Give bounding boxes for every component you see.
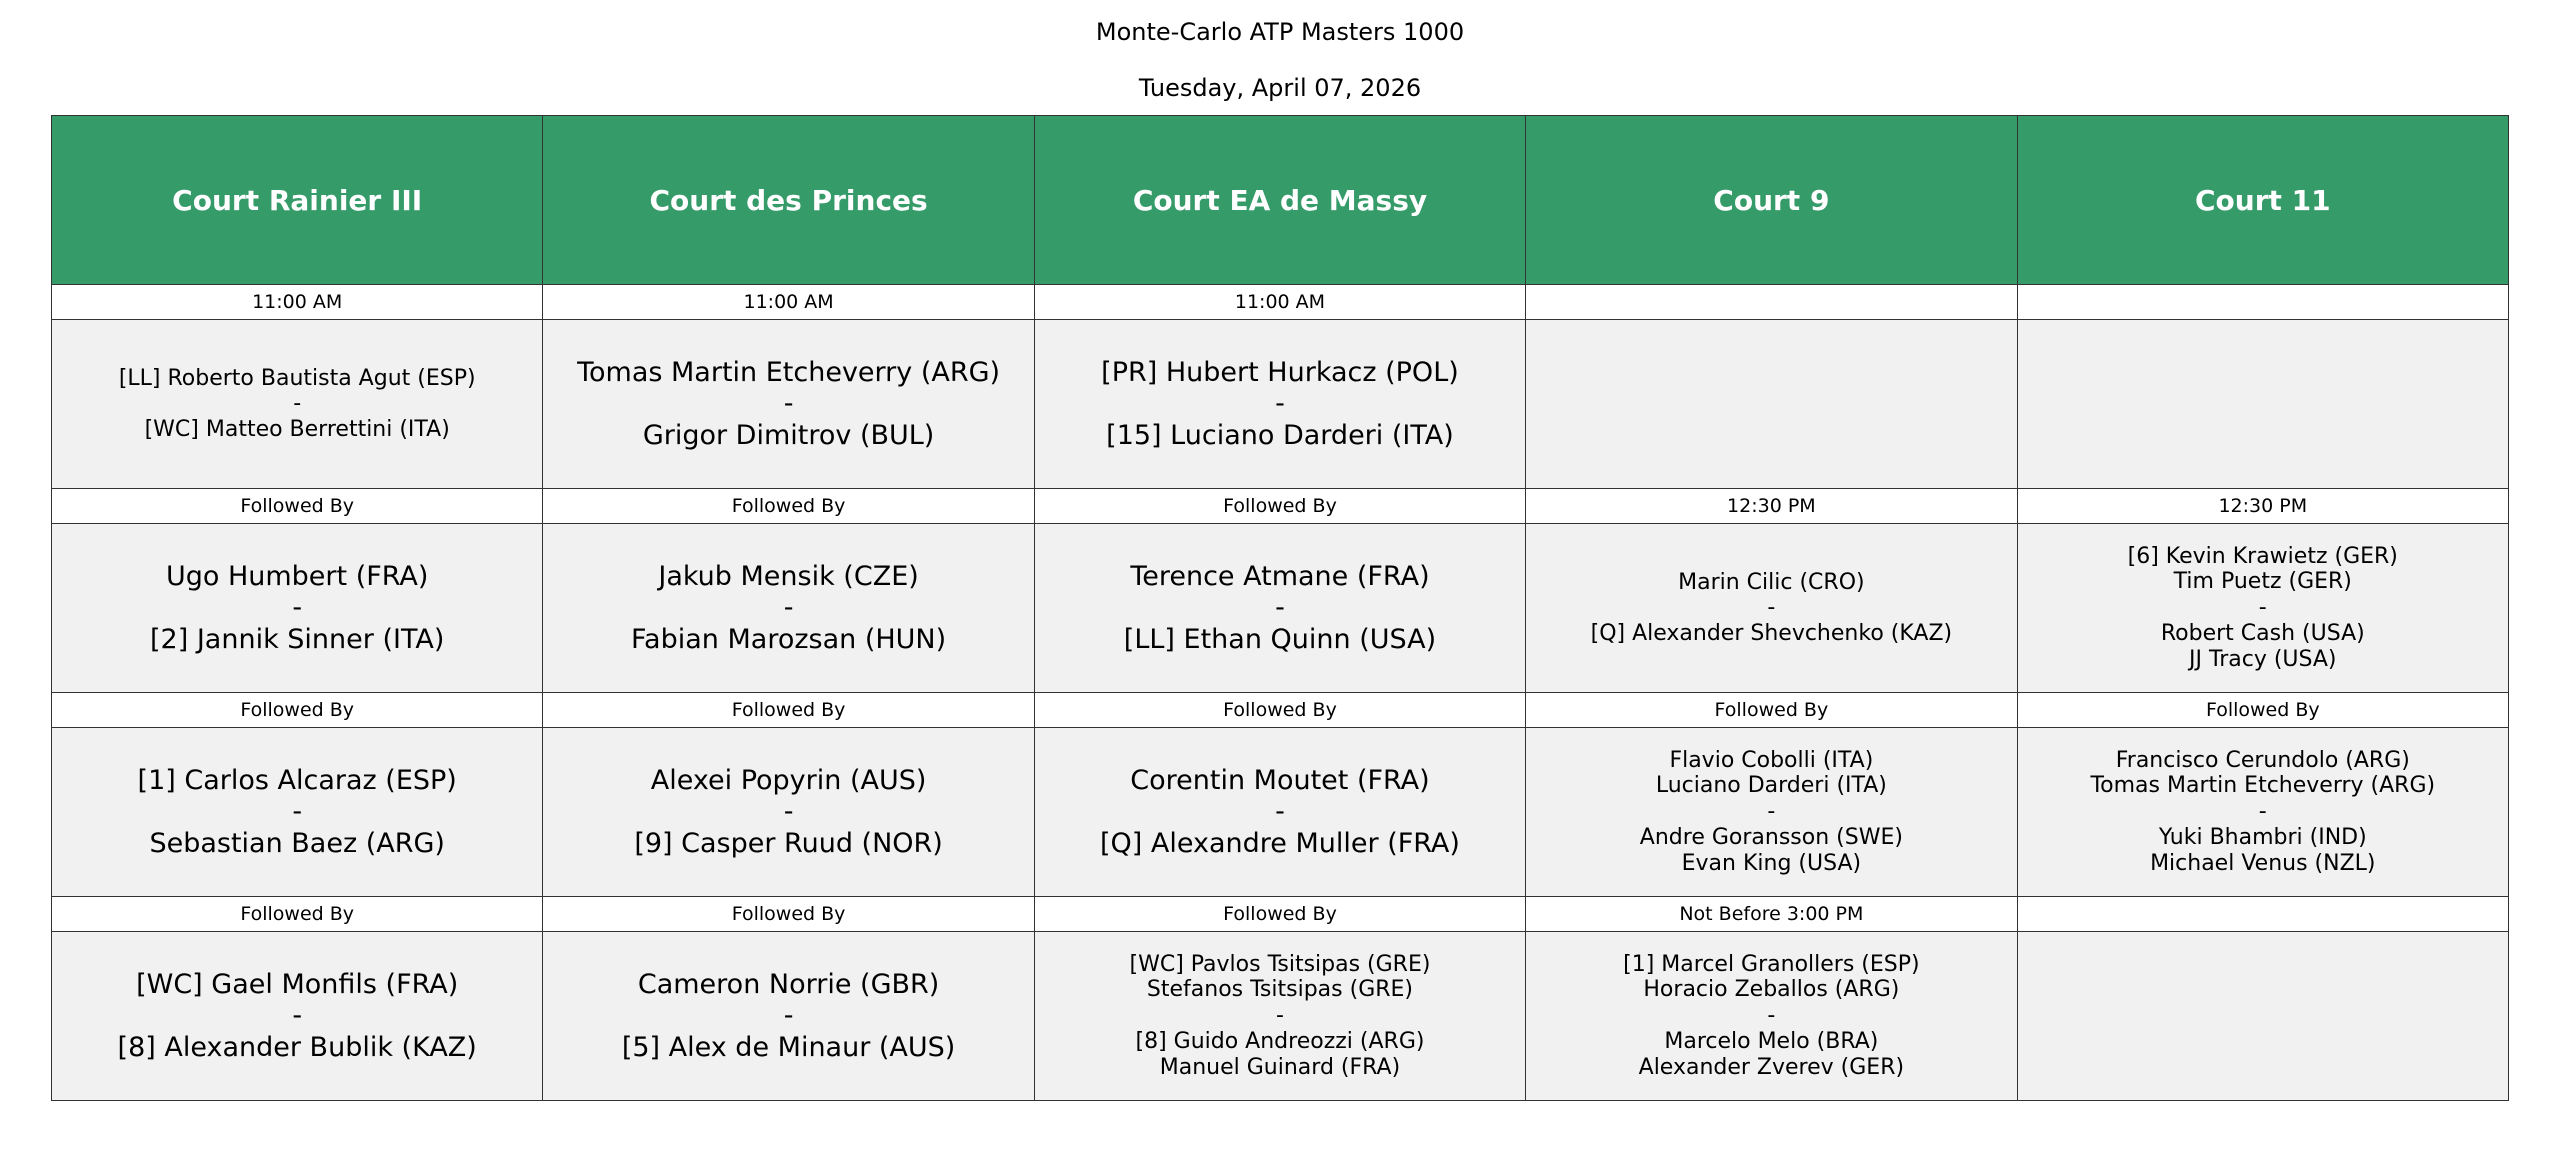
singles-match-cell: [543, 932, 1034, 1101]
doubles-match-cell: [2017, 728, 2508, 897]
time-slot-cell: 11:00 AM: [1034, 285, 1525, 320]
match-row: [52, 524, 2509, 693]
player-name: Ugo Humbert (FRA): [165, 561, 429, 593]
player-name: [LL] Ethan Quinn (USA): [1123, 623, 1437, 655]
doubles-match-cell: [2017, 524, 2508, 693]
doubles-match-cell: [1526, 932, 2017, 1101]
time-slot-cell: Followed By: [1526, 693, 2017, 728]
match-row: [52, 320, 2509, 489]
versus-separator: -: [292, 1000, 303, 1032]
player-name: [15] Luciano Darderi (ITA): [1106, 419, 1454, 451]
singles-match-cell: [1034, 524, 1525, 693]
time-slot-cell: Followed By: [1034, 489, 1525, 524]
player-name: Terence Atmane (FRA): [1130, 561, 1430, 593]
time-slot-row: [52, 897, 2509, 932]
versus-separator: -: [2258, 799, 2267, 825]
time-slot-cell: [1526, 285, 2017, 320]
time-slot-row: [52, 285, 2509, 320]
versus-separator: -: [1275, 796, 1285, 828]
player-name: Grigor Dimitrov (BUL): [642, 419, 935, 451]
court-header-row: [52, 116, 2509, 285]
player-name: [WC] Gael Monfils (FRA): [136, 969, 459, 1001]
player-name: Cameron Norrie (GBR): [637, 969, 940, 1001]
player-name: Sebastian Baez (ARG): [149, 827, 445, 859]
time-slot-cell: Followed By: [52, 693, 543, 728]
player-name: [6] Kevin Krawietz (GER): [2127, 543, 2398, 569]
time-slot-row: [52, 693, 2509, 728]
player-name: Flavio Cobolli (ITA): [1669, 747, 1874, 773]
player-name: JJ Tracy (USA): [2189, 646, 2337, 672]
player-name: [PR] Hubert Hurkacz (POL): [1101, 357, 1459, 389]
time-slot-cell: Followed By: [1034, 897, 1525, 932]
player-name: Marin Cilic (CRO): [1678, 570, 1865, 596]
time-slot-row: [52, 489, 2509, 524]
court-header: Court des Princes: [543, 116, 1034, 285]
versus-separator: -: [1276, 1003, 1284, 1029]
versus-separator: -: [1767, 799, 1776, 825]
schedule-body: [52, 285, 2509, 1101]
empty-match-cell: [1526, 320, 2017, 489]
singles-match-cell: [543, 320, 1034, 489]
singles-match-cell: [52, 932, 543, 1101]
player-name: Evan King (USA): [1681, 850, 1862, 876]
versus-separator: -: [783, 592, 794, 624]
versus-separator: -: [292, 796, 303, 828]
court-header: Court EA de Massy: [1034, 116, 1525, 285]
player-name: Marcelo Melo (BRA): [1664, 1028, 1879, 1054]
empty-match-cell: [2017, 932, 2508, 1101]
doubles-match-cell: [1526, 728, 2017, 897]
empty-match-cell: [2017, 320, 2508, 489]
order-of-play-table: [51, 115, 2509, 1101]
time-slot-cell: 11:00 AM: [52, 285, 543, 320]
court-header: Court Rainier III: [52, 116, 543, 285]
singles-match-cell: [1034, 320, 1525, 489]
player-name: Francisco Cerundolo (ARG): [2115, 747, 2410, 773]
player-name: Alexei Popyrin (AUS): [650, 765, 927, 797]
player-name: Stefanos Tsitsipas (GRE): [1146, 977, 1414, 1003]
player-name: Jakub Mensik (CZE): [658, 561, 919, 593]
player-name: Manuel Guinard (FRA): [1159, 1054, 1401, 1080]
player-name: [9] Casper Ruud (NOR): [634, 827, 943, 859]
versus-separator: -: [783, 1000, 794, 1032]
match-row: [52, 728, 2509, 897]
time-slot-cell: 12:30 PM: [1526, 489, 2017, 524]
time-slot-cell: Followed By: [52, 897, 543, 932]
time-slot-cell: Followed By: [543, 693, 1034, 728]
player-name: Robert Cash (USA): [2160, 620, 2365, 646]
versus-separator: -: [292, 592, 303, 624]
doubles-match-cell: [1034, 932, 1525, 1101]
player-name: [LL] Roberto Bautista Agut (ESP): [118, 366, 476, 392]
player-name: Tim Puetz (GER): [2173, 569, 2352, 595]
player-name: Fabian Marozsan (HUN): [631, 623, 947, 655]
versus-separator: -: [783, 796, 794, 828]
singles-match-cell: [543, 524, 1034, 693]
time-slot-cell: [2017, 897, 2508, 932]
player-name: [5] Alex de Minaur (AUS): [621, 1031, 956, 1063]
player-name: [Q] Alexandre Muller (FRA): [1100, 827, 1460, 859]
player-name: [Q] Alexander Shevchenko (KAZ): [1590, 620, 1953, 646]
player-name: Alexander Zverev (GER): [1638, 1054, 1905, 1080]
time-slot-cell: Followed By: [2017, 693, 2508, 728]
player-name: [8] Guido Andreozzi (ARG): [1135, 1028, 1425, 1054]
player-name: Horacio Zeballos (ARG): [1643, 977, 1900, 1003]
singles-match-cell: [543, 728, 1034, 897]
versus-separator: -: [1767, 595, 1776, 621]
player-name: [WC] Pavlos Tsitsipas (GRE): [1129, 951, 1431, 977]
player-name: Yuki Bhambri (IND): [2158, 824, 2367, 850]
player-name: [2] Jannik Sinner (ITA): [150, 623, 445, 655]
player-name: [1] Carlos Alcaraz (ESP): [137, 765, 457, 797]
time-slot-cell: Followed By: [52, 489, 543, 524]
singles-match-cell: [52, 320, 543, 489]
singles-match-cell: [52, 728, 543, 897]
versus-separator: -: [1275, 592, 1285, 624]
tournament-title: Monte-Carlo ATP Masters 1000: [1095, 18, 1465, 46]
time-slot-cell: [2017, 285, 2508, 320]
player-name: [1] Marcel Granollers (ESP): [1623, 951, 1920, 977]
player-name: Michael Venus (NZL): [2150, 850, 2376, 876]
time-slot-cell: Followed By: [1034, 693, 1525, 728]
player-name: Tomas Martin Etcheverry (ARG): [577, 357, 1001, 389]
schedule-date: Tuesday, April 07, 2026: [1138, 74, 1422, 102]
time-slot-cell: Followed By: [543, 897, 1034, 932]
time-slot-cell: Followed By: [543, 489, 1034, 524]
versus-separator: -: [293, 391, 302, 417]
time-slot-cell: 12:30 PM: [2017, 489, 2508, 524]
player-name: [WC] Matteo Berrettini (ITA): [144, 416, 450, 442]
singles-match-cell: [1034, 728, 1525, 897]
singles-match-cell: [52, 524, 543, 693]
player-name: Corentin Moutet (FRA): [1130, 765, 1430, 797]
match-row: [52, 932, 2509, 1101]
court-header: Court 11: [2017, 116, 2508, 285]
singles-match-cell: [1526, 524, 2017, 693]
player-name: Luciano Darderi (ITA): [1655, 773, 1887, 799]
versus-separator: -: [783, 388, 794, 420]
versus-separator: -: [1767, 1003, 1776, 1029]
player-name: Andre Goransson (SWE): [1639, 824, 1903, 850]
time-slot-cell: Not Before 3:00 PM: [1526, 897, 2017, 932]
player-name: Tomas Martin Etcheverry (ARG): [2090, 773, 2436, 799]
versus-separator: -: [1275, 388, 1285, 420]
court-header: Court 9: [1526, 116, 2017, 285]
player-name: [8] Alexander Bublik (KAZ): [117, 1031, 477, 1063]
time-slot-cell: 11:00 AM: [543, 285, 1034, 320]
versus-separator: -: [2258, 595, 2267, 621]
